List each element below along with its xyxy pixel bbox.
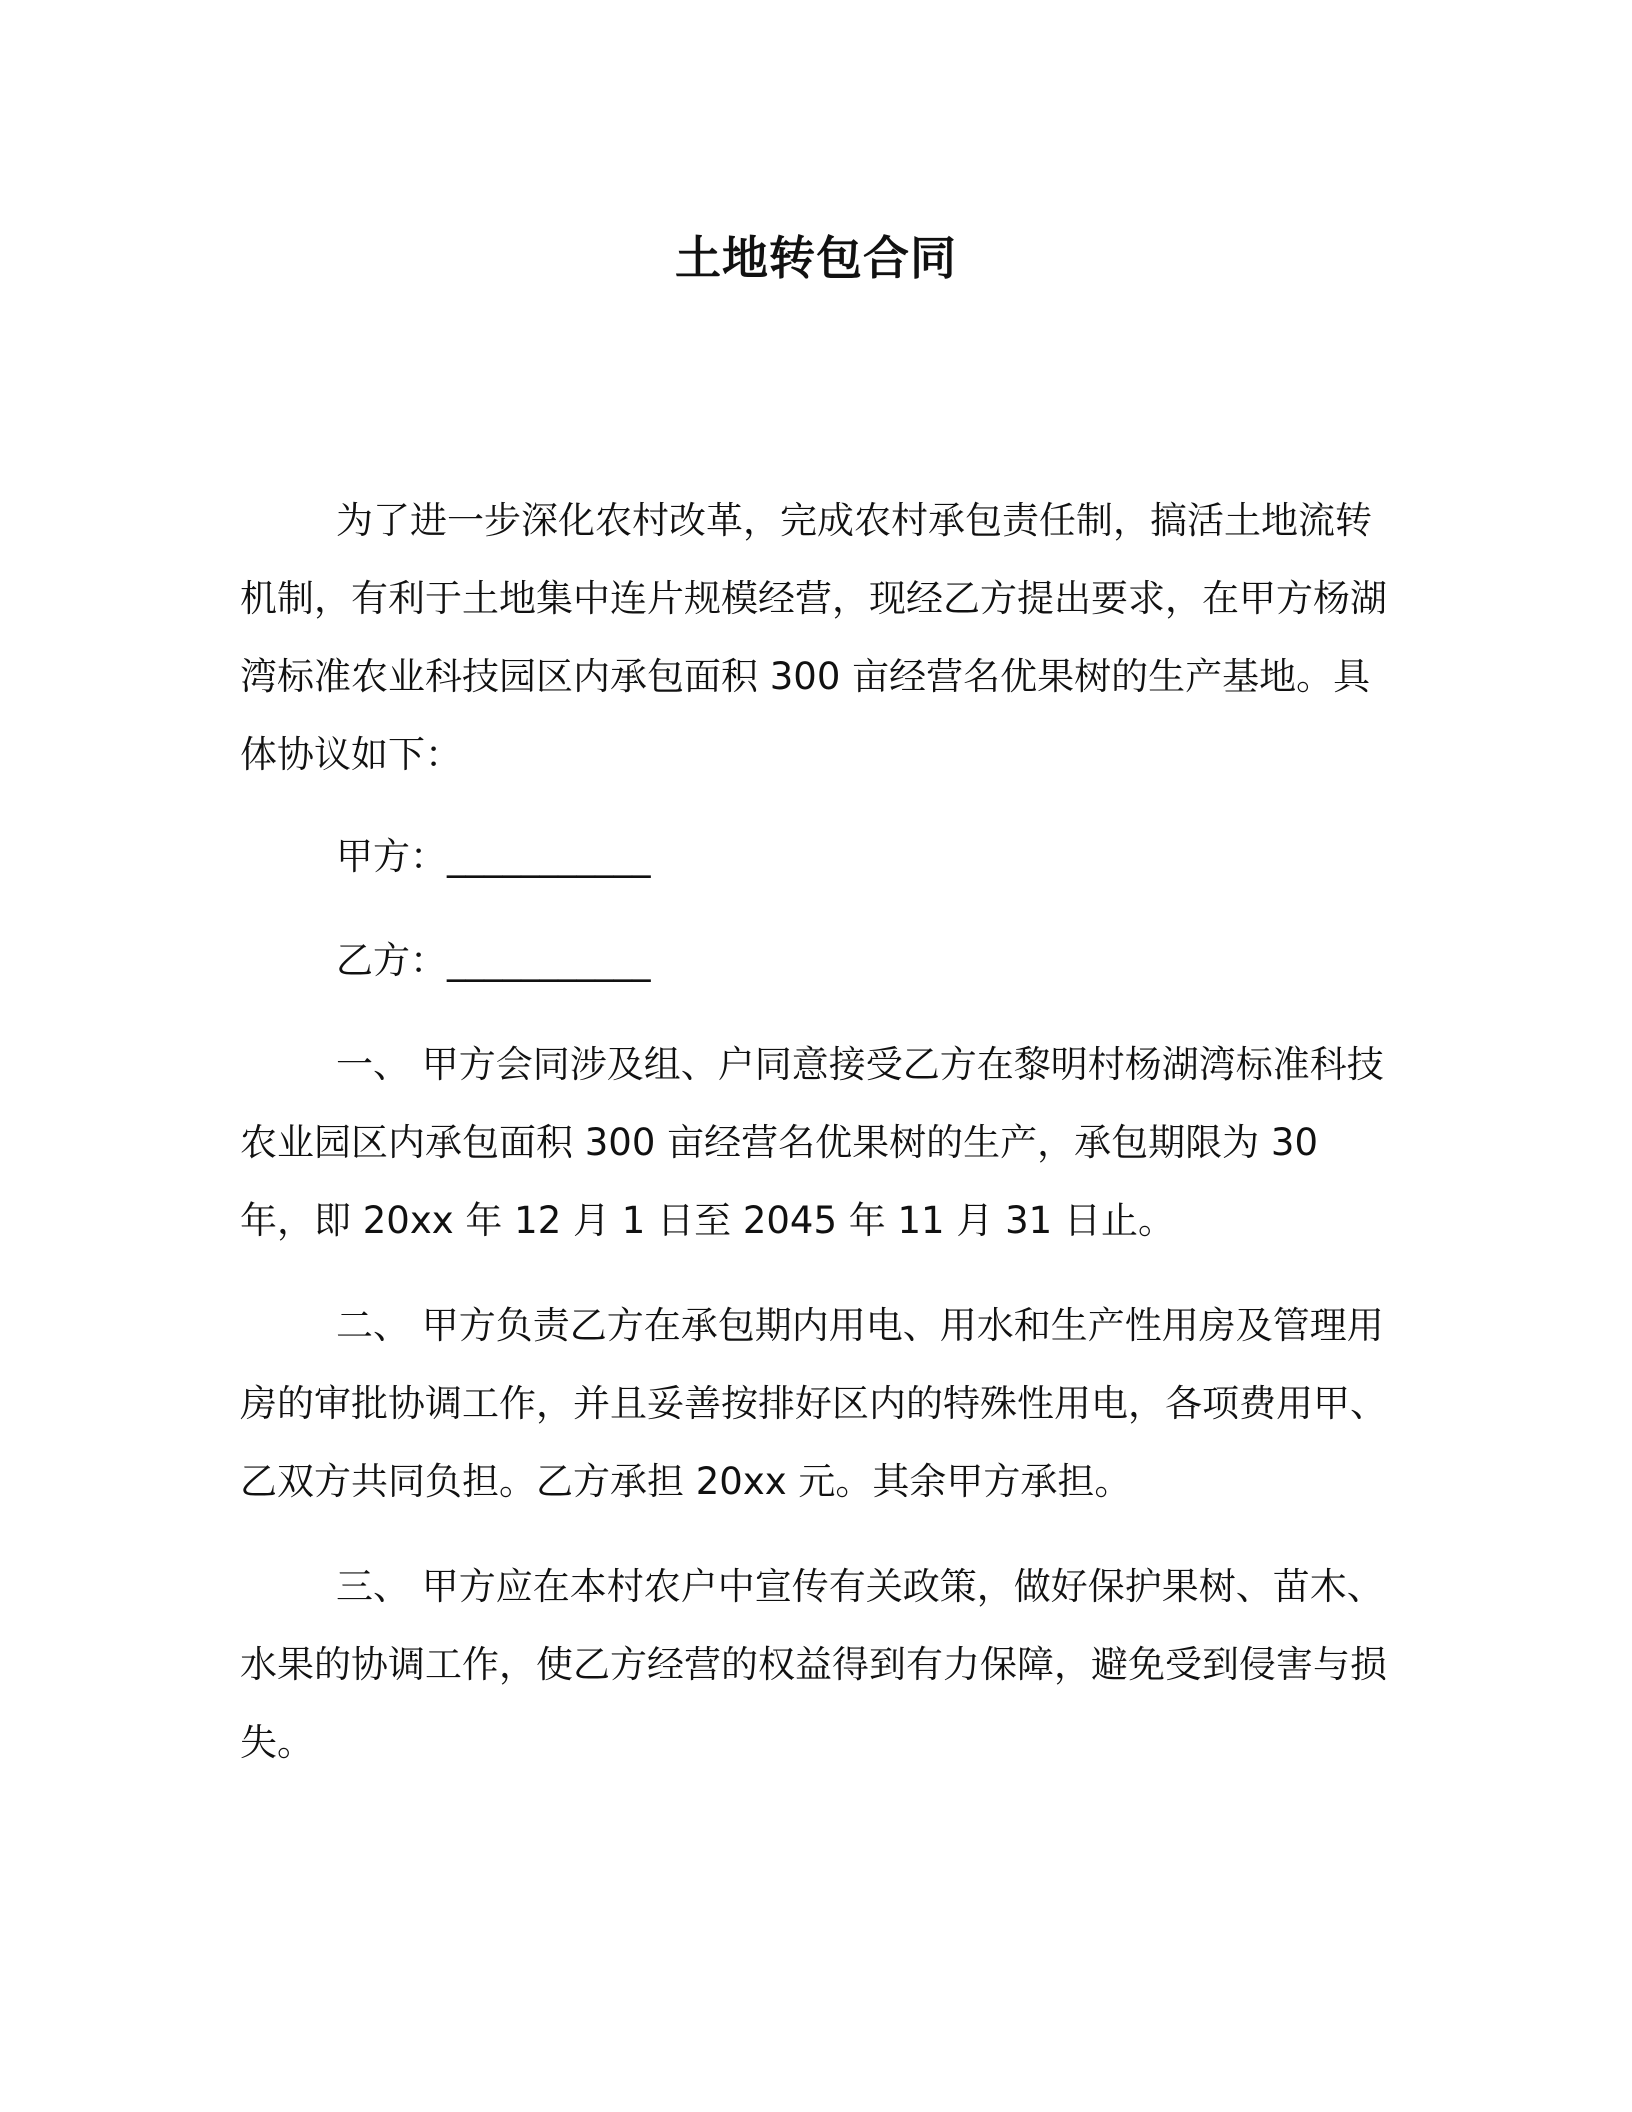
clause-3-number: 三、: [336, 1565, 410, 1608]
intro-paragraph: 为了进一步深化农村改革，完成农村承包责任制，搞活土地流转机制，有利于土地集中连片规模经营，现经乙方提出要求，在甲方杨湖湾标准农业科技园区内承包面积 300 亩经营名优果树的生产基地。具体协议如下：: [240, 499, 1387, 776]
party-a-line: [240, 818, 1392, 896]
clause-2-number: 二、: [336, 1304, 410, 1347]
clause-1-text: 甲方会同涉及组、户同意接受乙方在黎明村杨湖湾标准科技农业园区内承包面积 300 亩经营名优果树的生产，承包期限为 30 年，即 20xx 年 12 月 1 日至 2045 年 11 月 31 日止。: [240, 1043, 1384, 1242]
clause-1-number: 一、: [336, 1043, 410, 1086]
document-title: 土地转包合同: [675, 231, 957, 285]
clause-2: [240, 1287, 1392, 1521]
party-b-line: [240, 922, 1392, 1000]
clause-3: [240, 1548, 1392, 1782]
party-b-label: 乙方：: [336, 939, 447, 982]
clause-1: [240, 1026, 1392, 1260]
clause-3-text: 甲方应在本村农户中宣传有关政策，做好保护果树、苗木、水果的协调工作，使乙方经营的权益得到有力保障，避免受到侵害与损失。: [240, 1565, 1387, 1764]
clause-2-text: 甲方负责乙方在承包期内用电、用水和生产性用房及管理用房的审批协调工作，并且妥善按排好区内的特殊性用电，各项费用甲、乙双方共同负担。乙方承担 20xx 元。其余甲方承担。: [240, 1304, 1387, 1503]
party-b-blank: ___________: [447, 939, 651, 982]
party-a-blank: ___________: [447, 835, 651, 878]
party-a-label: 甲方：: [336, 835, 447, 878]
